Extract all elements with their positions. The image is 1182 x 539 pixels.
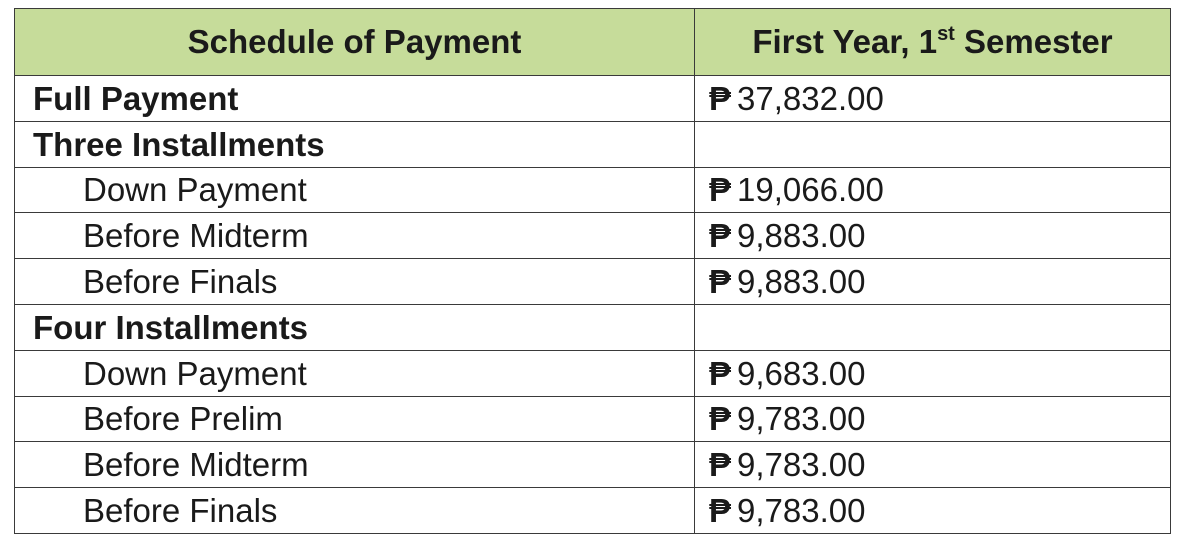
row-amount-full-payment bbox=[695, 76, 1171, 122]
table-row bbox=[15, 121, 1171, 167]
table-row bbox=[15, 396, 1171, 442]
header-first-year-first-semester bbox=[695, 9, 1171, 76]
row-label-four-installments: Four Installments bbox=[15, 304, 695, 350]
header-schedule-of-payment: Schedule of Payment bbox=[15, 9, 695, 76]
peso-sign: ₱ bbox=[709, 79, 732, 117]
row-label-down-payment: Down Payment bbox=[15, 350, 695, 396]
amount-value: 19,066.00 bbox=[737, 171, 884, 209]
header-col2-main: First Year, 1 bbox=[752, 23, 938, 60]
amount-value: 9,783.00 bbox=[737, 492, 866, 530]
row-amount-before-finals bbox=[695, 488, 1171, 534]
row-amount-before-finals bbox=[695, 259, 1171, 305]
row-amount-four-installments bbox=[695, 304, 1171, 350]
amount-value: 9,883.00 bbox=[737, 263, 866, 301]
row-label-down-payment: Down Payment bbox=[15, 167, 695, 213]
peso-sign: ₱ bbox=[709, 263, 732, 301]
row-label-before-finals: Before Finals bbox=[15, 488, 695, 534]
row-label-before-midterm: Before Midterm bbox=[15, 442, 695, 488]
row-amount-before-midterm bbox=[695, 442, 1171, 488]
table-row bbox=[15, 259, 1171, 305]
peso-sign: ₱ bbox=[709, 492, 732, 530]
peso-sign: ₱ bbox=[709, 171, 732, 209]
row-label-three-installments: Three Installments bbox=[15, 121, 695, 167]
header-col2-tail: Semester bbox=[954, 23, 1113, 60]
row-amount-down-payment bbox=[695, 350, 1171, 396]
peso-sign: ₱ bbox=[709, 446, 732, 484]
row-label-before-prelim: Before Prelim bbox=[15, 396, 695, 442]
header-col2-superscript: st bbox=[937, 23, 955, 45]
payment-schedule-table bbox=[14, 8, 1171, 534]
table-header-row bbox=[15, 9, 1171, 76]
peso-sign: ₱ bbox=[709, 354, 732, 392]
row-amount-before-prelim bbox=[695, 396, 1171, 442]
peso-sign: ₱ bbox=[709, 400, 732, 438]
amount-value: 9,783.00 bbox=[737, 446, 866, 484]
amount-value: 37,832.00 bbox=[737, 79, 884, 117]
table-row bbox=[15, 442, 1171, 488]
row-amount-down-payment bbox=[695, 167, 1171, 213]
peso-sign: ₱ bbox=[709, 217, 732, 255]
row-amount-before-midterm bbox=[695, 213, 1171, 259]
row-label-before-midterm: Before Midterm bbox=[15, 213, 695, 259]
amount-value: 9,783.00 bbox=[737, 400, 866, 438]
row-label-before-finals: Before Finals bbox=[15, 259, 695, 305]
table-row bbox=[15, 304, 1171, 350]
table-row bbox=[15, 488, 1171, 534]
table-row bbox=[15, 167, 1171, 213]
amount-value: 9,683.00 bbox=[737, 354, 866, 392]
table-row bbox=[15, 350, 1171, 396]
table-row bbox=[15, 213, 1171, 259]
amount-value: 9,883.00 bbox=[737, 217, 866, 255]
table-row bbox=[15, 76, 1171, 122]
row-label-full-payment: Full Payment bbox=[15, 76, 695, 122]
row-amount-three-installments bbox=[695, 121, 1171, 167]
